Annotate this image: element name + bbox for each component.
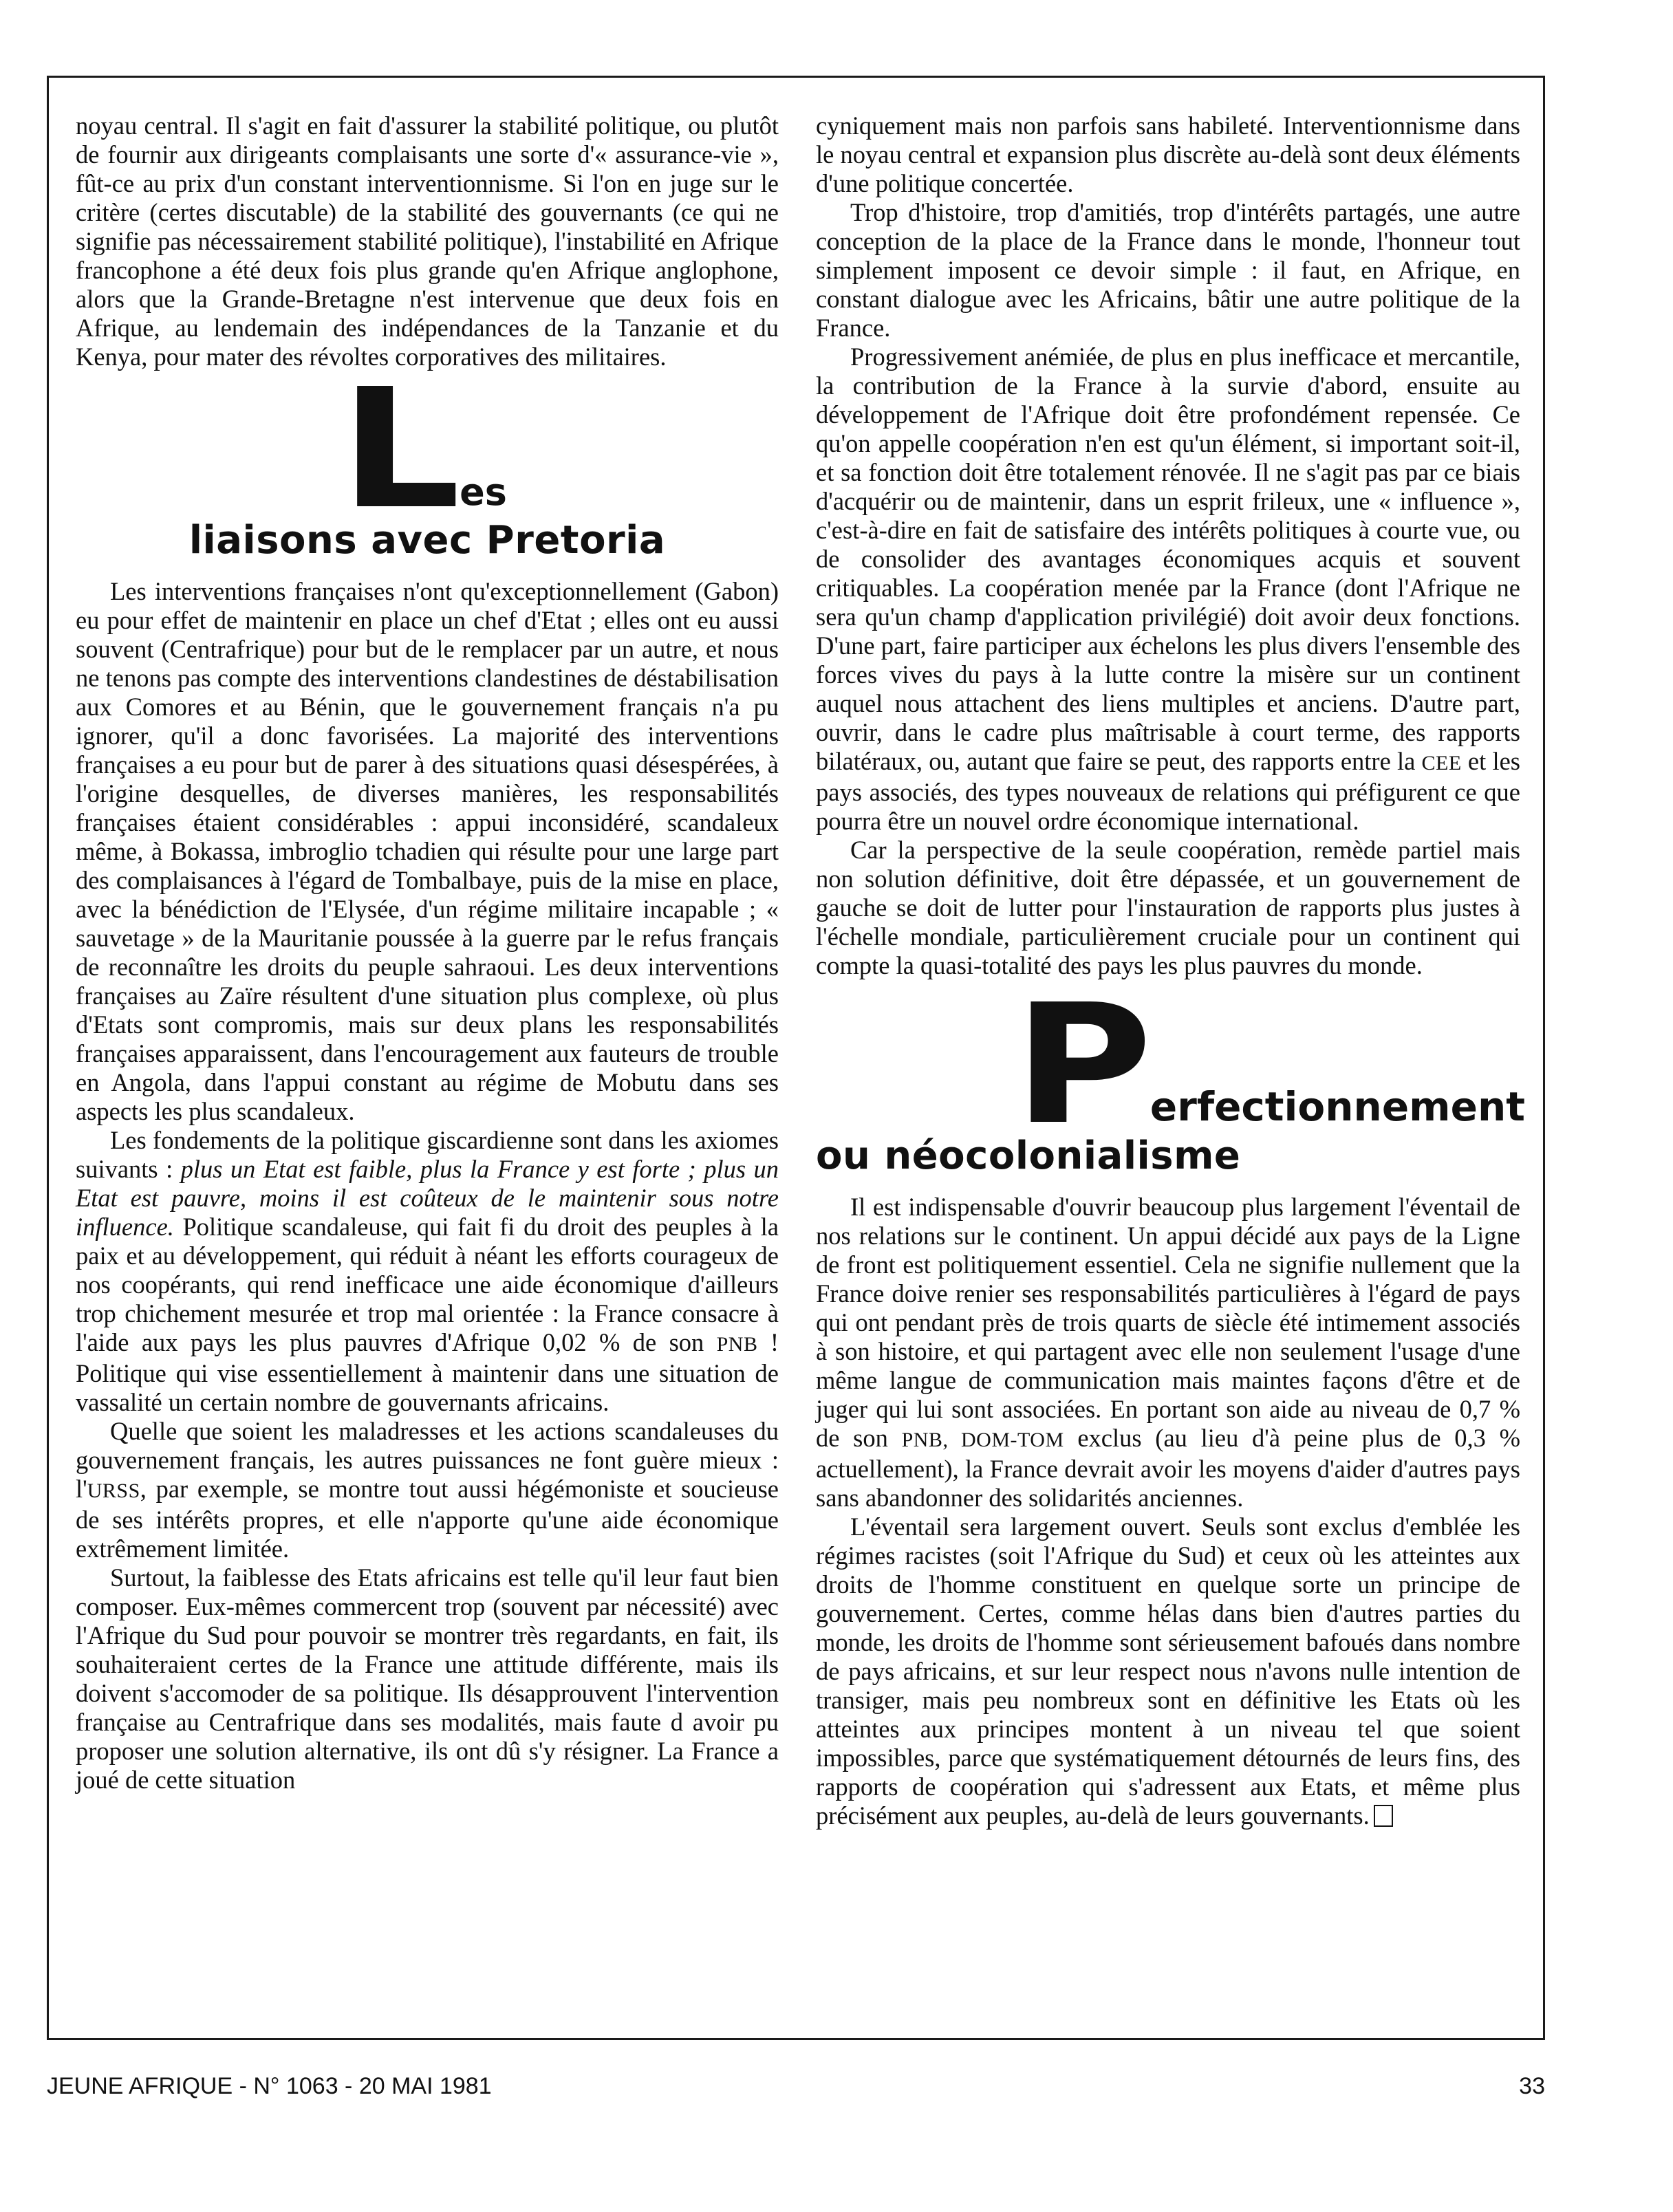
left-column [76, 111, 779, 1794]
left-paragraph-1: noyau central. Il s'agit en fait d'assurer la stabilité politique, ou plutôt de fournir aux dirigeants complaisants une sorte d'« assurance-vie », fût-ce au prix d'un constant interventionnisme. Si l'on en juge sur le critère (certes discutable) de la stabilité des gouvernants (ce qui ne signifie pas nécessairement stabilité politique), l'instabilité en Afrique francophone a été deux fois plus grande qu'en Afrique anglophone, alors que la Grande-Bretagne n'est intervenue que deux fois en Afrique, au lendemain des indépendances de la Tanzanie et du Kenya, pour mater des révoltes corporatives des militaires. [76, 111, 779, 371]
end-of-article-box-icon [1374, 1805, 1393, 1827]
heading-liaisons-rest: es [460, 470, 507, 514]
heading-perfectionnement-dropcap [1013, 968, 1525, 1161]
right-paragraph-4: Car la perspective de la seule coopération, remède partiel mais non solution définitive, doit être dépassée, et un gouvernement de gauche se doit de lutter pour l'instauration de rapports plus justes à l'échelle mondiale, particulièrement cruciale pour un continent qui compte la quasi-totalité des pays les plus pauvres du monde. [816, 836, 1520, 979]
right-paragraph-2: Trop d'histoire, trop d'amitiés, trop d'intérêts partagés, une autre conception de la place de la France dans le monde, l'honneur tout simplement imposent ce devoir simple : il faut, en Afrique, en constant dialogue avec les Africains, bâtir une autre politique de la France. [816, 198, 1520, 342]
footer-journal-info: JEUNE AFRIQUE - N° 1063 - 20 MAI 1981 [47, 2073, 492, 2099]
right-paragraph-1: cyniquement mais non parfois sans habileté. Interventionnisme dans le noyau central et expansion plus discrète au-delà sont deux éléments d'une politique concertée. [816, 111, 1520, 197]
left-paragraph-2: Les interventions françaises n'ont qu'exceptionnellement (Gabon) eu pour effet de maintenir en place un chef d'Etat ; elles ont eu aussi souvent (Centrafrique) pour but de le remplacer par un autre, et nous ne tenons pas compte des interventions clandestines de déstabilisation aux Comores et au Bénin, que le gouvernement français n'a pu ignorer, qu'il a donc favorisées. La majorité des interventions françaises a eu pour but de parer à des situations quasi désespérées, à l'origine desquelles, de diverses manières, les responsabilités françaises étaient considérables : appui inconsidéré, scandaleux même, à Bokassa, imbroglio tchadien qui résulte pour une large part des complaisances à l'égard de Tombalbaye, puis de la mise en place, avec la bénédiction de l'Elysée, d'un régime militaire incapable ; « sauvetage » de la Mauritanie poussée à la guerre par le refus français de reconnaître les droits du peuple sahraoui. Les deux interventions françaises au Zaïre résultent d'une situation plus complexe, où plus d'Etats sont compromis, mais sur deux plans les responsabilités françaises apparaissent, dans l'encouragement aux fauteurs de trouble en Angola, dans l'appui constant au régime de Mobutu dans ses aspects les plus scandaleux. [76, 577, 779, 1126]
axiom-italic: plus un Etat est faible, plus la France y est forte ; plus un Etat est pauvre, moins il est coûteux de le maintenir sous notre influence. [76, 1155, 779, 1241]
heading-perfectionnement-initial: P [1013, 968, 1149, 1161]
page-number: 33 [1519, 2073, 1545, 2099]
heading-liaisons-line2: liaisons avec Pretoria [188, 518, 666, 563]
heading-perfectionnement-rest: erfectionnement [1149, 1083, 1525, 1131]
right-paragraph-3: Progressivement anémiée, de plus en plus inefficace et mercantile, la contribution de la France à la survie d'abord, ensuite au développement de l'Afrique doit être profondément repensée. Ce qu'on appelle coopération n'en est qu'un élément, si important soit-il, et sa fonction doit être totalement rénovée. Il ne s'agit pas par ce biais d'acquérir ou de maintenir, dans un esprit frileux, une « influence », c'est-à-dire en fait de satisfaire des intérêts politiques à courte vue, ou de consolider des avantages économiques acquis et souvent critiquables. La coopération menée par la France (dont l'Afrique ne sera qu'un champ d'application privilégié) doit avoir deux fonctions. D'une part, faire participer aux échelons les plus divers l'ensemble des forces vives du pays à la lutte contre la misère sur un continent auquel nous attachent des liens multiples et anciens. D'autre part, ouvrir, dans le cadre plus maîtrisable à court terme, des rapports bilatéraux, ou, autant que faire se peut, des rapports entre la CEE et les pays associés, des types nouveaux de relations qui préfigurent ce que pourra être un nouvel ordre économique international. [816, 343, 1520, 835]
right-column [816, 111, 1525, 1830]
heading-perfectionnement-line2: ou néocolonialisme [816, 1134, 1241, 1179]
heading-liaisons-initial: L [339, 353, 458, 545]
left-paragraph-5: Surtout, la faiblesse des Etats africains est telle qu'il leur faut bien composer. Eux-mêmes commercent trop (souvent par nécessité) avec l'Afrique du Sud pour pouvoir se montrer très regardants, en fait, ils souhaiteraient certes de la France une attitude différente, mais ils doivent s'accomoder de sa politique. Ils désapprouvent l'intervention française au Centrafrique dans ses modalités, mais faute d avoir pu proposer une solution alternative, ils ont dû s'y résigner. La France a joué de cette situation [76, 1563, 779, 1794]
left-paragraph-4: Quelle que soient les maladresses et les actions scandaleuses du gouvernement français, les autres puissances ne font guère mieux : l'URSS, par exemple, se montre tout aussi hégémoniste et soucieuse de ses intérêts propres, et elle n'apporte qu'une aide économique extrêmement limitée. [76, 1417, 779, 1563]
right-paragraph-5: Il est indispensable d'ouvrir beaucoup plus largement l'éventail de nos relations sur le continent. Un appui décidé aux pays de la Ligne de front est politiquement essentiel. Cela ne signifie nullement que la France doive renier ses responsabilités particulières à l'égard de pays qui ont pendant près de trois quarts de siècle été intimement associés à son histoire, et qui partagent avec elle non seulement l'usage d'une même langue de communication mais maintes façons d'être et de juger qui lui sont associées. En portant son aide au niveau de 0,7 % de son PNB, DOM-TOM exclus (au lieu d'à peine plus de 0,3 % actuellement), la France devrait avoir les moyens d'aider d'autres pays sans abandonner des solidarités anciennes. [816, 1193, 1520, 1512]
right-paragraph-6: L'éventail sera largement ouvert. Seuls sont exclus d'emblée les régimes racistes (soit l'Afrique du Sud) et ceux où les atteintes aux droits de l'homme constituent en quelque sorte un principe de gouvernement. Certes, comme hélas dans bien d'autres parties du monde, les droits de l'homme sont sérieusement bafoués dans nombre de pays africains, et sur leur respect nous n'avons nulle intention de transiger, mais peu nombreux sont en définitive les Etats où les atteintes aux principes montent à un niveau tel que soient impossibles, parce que systématiquement détournés de leurs fins, des rapports de coopération qui s'adressent aux Etats, et même plus précisément aux peuples, au-delà de leurs gouvernants. [816, 1512, 1520, 1830]
left-paragraph-3: Les fondements de la politique giscardienne sont dans les axiomes suivants : plus un Etat est faible, plus la France y est forte ; plus un Etat est pauvre, moins il est coûteux de le maintenir sous notre influence. Politique scandaleuse, qui fait fi du droit des peuples à la paix et au développement, qui réduit à néant les efforts courageux de nos coopérants, qui rend inefficace une aide économique d'ailleurs trop chichement mesurée et trop mal orientée : la France consacre à l'aide aux pays les plus pauvres d'Afrique 0,02 % de son PNB ! Politique qui vise essentiellement à maintenir dans une situation de vassalité un certain nombre de gouvernants africains. [76, 1126, 779, 1417]
